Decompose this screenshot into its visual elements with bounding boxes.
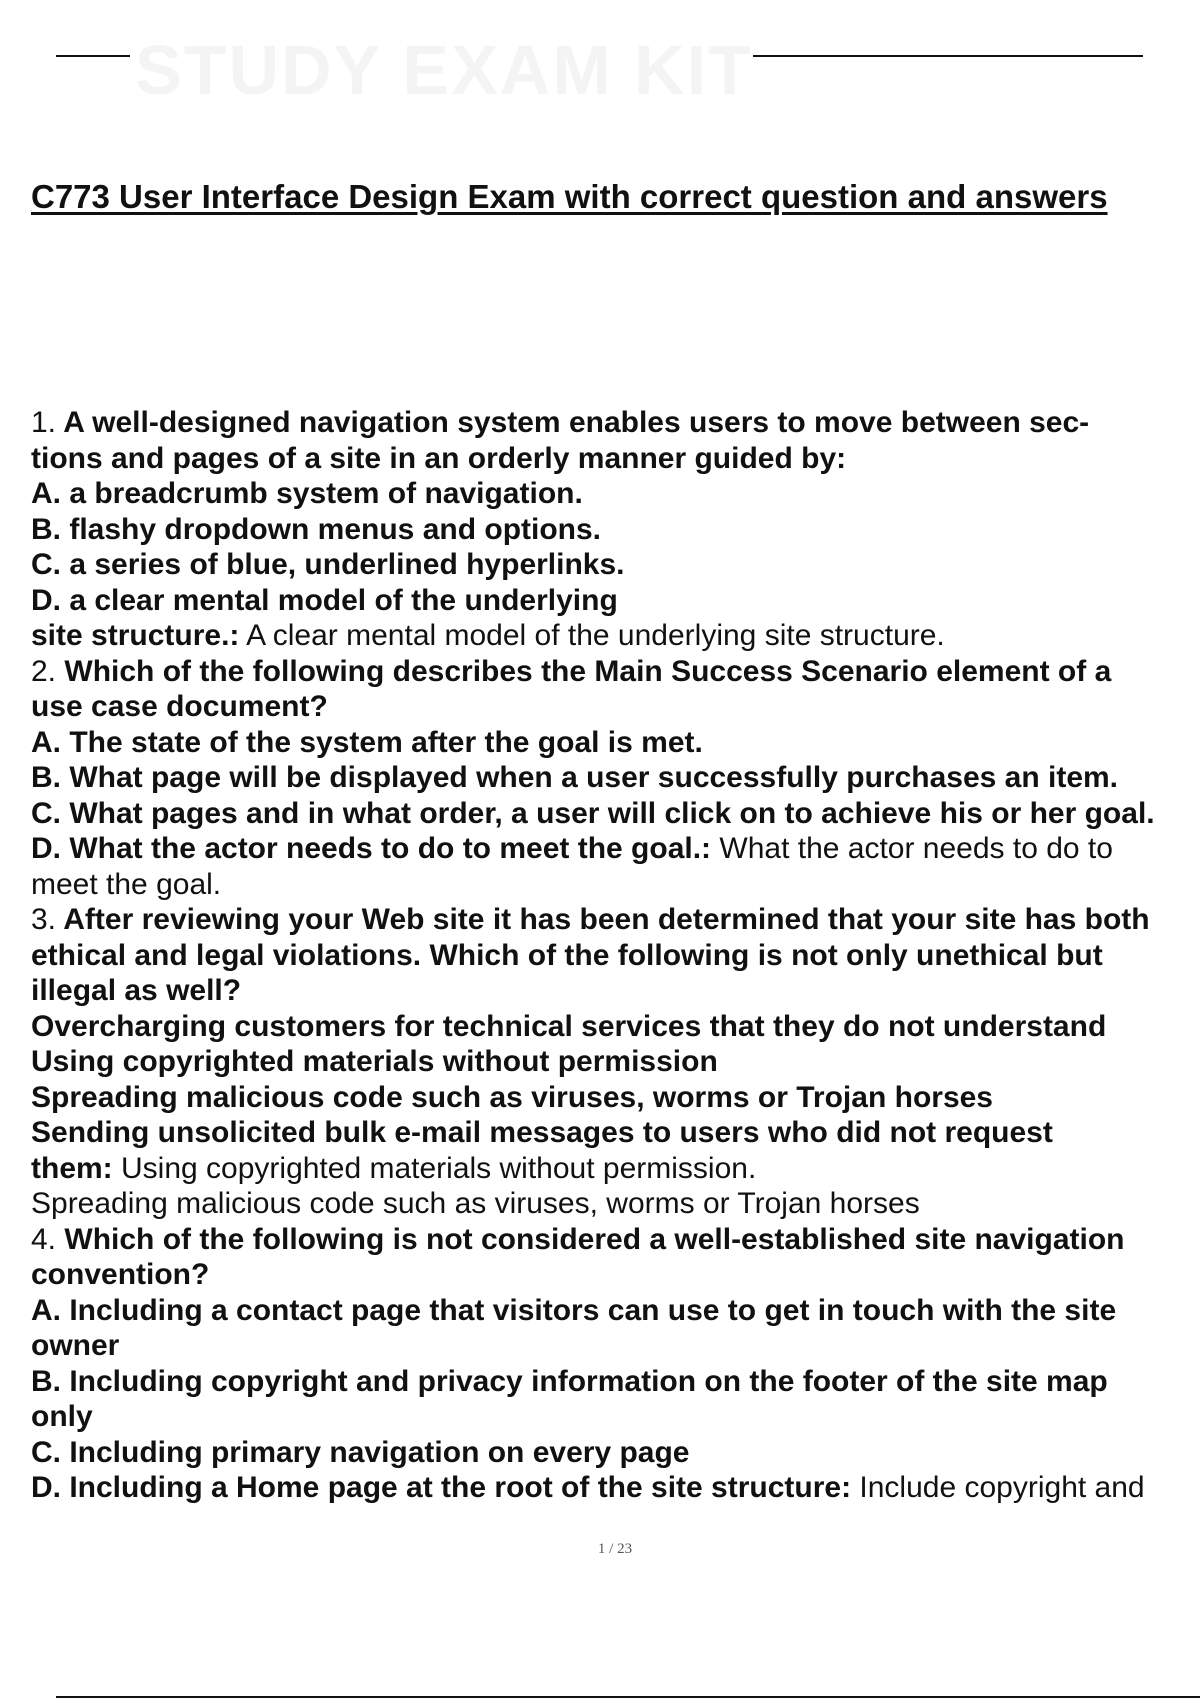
- option-d: D. Including a Home page at the root of the site structure:: [31, 1471, 852, 1504]
- question-number: 1.: [31, 406, 57, 439]
- header-rule-right: [753, 55, 1143, 57]
- option-b: only: [31, 1400, 93, 1433]
- question-text: illegal as well?: [31, 974, 242, 1007]
- question-text: convention?: [31, 1258, 210, 1291]
- answer-text: A clear mental model of the underlying site structure.: [239, 619, 945, 652]
- option-d: site structure.:: [31, 619, 240, 652]
- option-a: A. a breadcrumb system of navigation.: [31, 477, 583, 510]
- page-indicator: 1 / 23: [597, 1541, 633, 1557]
- answer-text: What the actor needs to do to: [711, 832, 1113, 865]
- question-text: ethical and legal violations. Which of the following is not only unethical but: [31, 938, 1103, 972]
- question-text: use case document?: [31, 690, 328, 723]
- answer-text: Include copyright and: [851, 1471, 1145, 1504]
- header-watermark: STUDY EXAM KIT: [135, 31, 753, 109]
- question-number: 2.: [31, 654, 57, 688]
- question-4: [31, 1222, 1200, 1506]
- option-a: A. Including a contact page that visitors can use to get in touch with the site: [31, 1293, 1117, 1327]
- option-b: B. Including copyright and privacy information on the footer of the site map: [31, 1364, 1108, 1398]
- answer-text: Using copyrighted materials without permission.: [112, 1151, 757, 1185]
- option-d: D. a clear mental model of the underlying: [31, 583, 618, 617]
- question-number: 3.: [31, 903, 57, 936]
- question-2: [31, 654, 1200, 903]
- question-text: tions and pages of a site in an orderly manner guided by:: [31, 441, 847, 475]
- question-text: After reviewing your Web site it has been determined that your site has both: [63, 903, 1150, 936]
- question-number: 4.: [31, 1222, 57, 1256]
- question-text: Which of the following describes the Main Success Scenario element of a: [64, 654, 1112, 688]
- option-4: Sending unsolicited bulk e-mail messages to users who did not request: [31, 1116, 1053, 1149]
- option-4: them:: [31, 1151, 113, 1185]
- option-b: B. flashy dropdown menus and options.: [31, 512, 602, 546]
- question-1: [31, 405, 1200, 654]
- answer-text: meet the goal.: [31, 867, 222, 901]
- option-3: Spreading malicious code such as viruses, worms or Trojan horses: [31, 1080, 993, 1114]
- header-rule-left: [56, 55, 130, 57]
- option-a: owner: [31, 1329, 120, 1362]
- option-c: C. What pages and in what order, a user will click on to achieve his or her goal.: [31, 796, 1155, 830]
- footer-rule: [56, 1696, 1200, 1698]
- question-3: [31, 902, 1200, 1222]
- question-text: Which of the following is not considered a well-established site navigation: [64, 1222, 1125, 1256]
- question-list: [31, 405, 1200, 1506]
- option-d: D. What the actor needs to do to meet the goal.:: [31, 832, 712, 865]
- option-1: Overcharging customers for technical services that they do not understand: [31, 1009, 1107, 1043]
- option-c: C. Including primary navigation on every page: [31, 1435, 690, 1469]
- answer-text: Spreading malicious code such as viruses, worms or Trojan horses: [31, 1187, 920, 1220]
- option-2: Using copyrighted materials without permission: [31, 1045, 718, 1078]
- option-b: B. What page will be displayed when a user successfully purchases an item.: [31, 761, 1119, 794]
- option-c: C. a series of blue, underlined hyperlinks.: [31, 548, 625, 581]
- option-a: A. The state of the system after the goal is met.: [31, 725, 703, 759]
- document-title: C773 User Interface Design Exam with correct question and answers: [31, 178, 1108, 215]
- question-text: A well-designed navigation system enables users to move between sec-: [63, 406, 1090, 439]
